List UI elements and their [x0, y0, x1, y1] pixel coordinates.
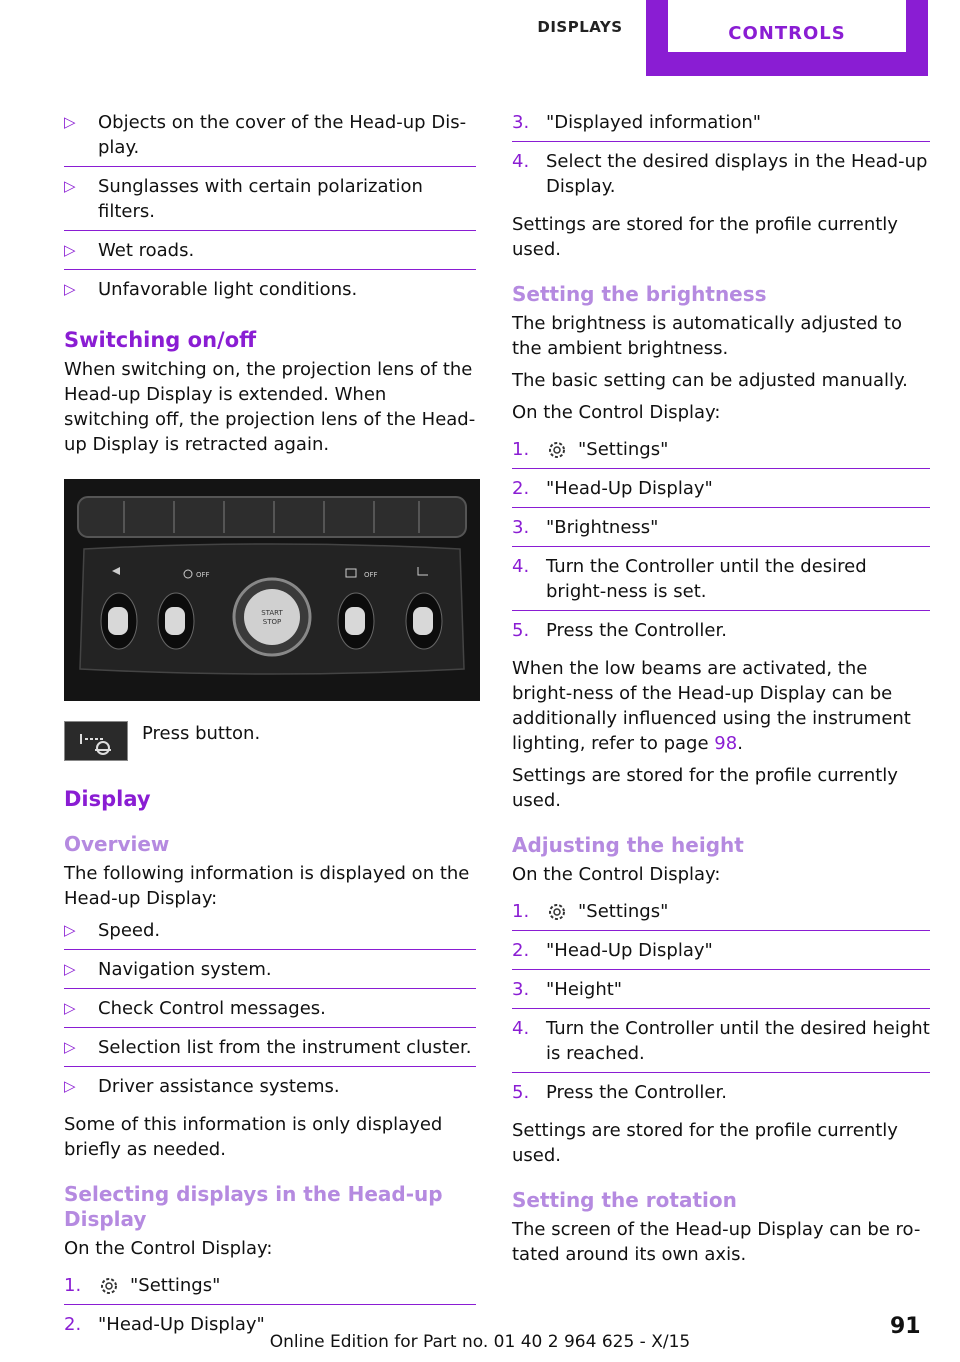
running-header-section: DISPLAYS [537, 18, 623, 36]
footer-edition: Online Edition for Part no. 01 40 2 964 625 - X/15 [269, 1332, 691, 1352]
settings-gear-icon [546, 439, 568, 461]
switch-panel-illustration [64, 479, 480, 701]
list-item: 1. "Settings" [64, 1273, 476, 1305]
triangle-bullet-icon: ▷ [64, 960, 76, 978]
settings-gear-icon [98, 1275, 120, 1297]
heading-display: Display [64, 787, 151, 811]
hud-button-row [64, 721, 476, 761]
list-item: 3. "Height" [512, 977, 930, 1009]
settings-gear-icon [546, 901, 568, 923]
list-item: 2. "Head-Up Display" [512, 476, 930, 508]
right-column [512, 110, 930, 1274]
paragraph-rotation: The screen of the Head-up Display can be ro-tated around its own axis. [512, 1219, 921, 1265]
triangle-bullet-icon: ▷ [64, 241, 76, 259]
paragraph-overview-note: Some of this information is only displayed briefly as needed. [64, 1114, 443, 1160]
heading-overview: Overview [64, 832, 170, 856]
list-item: ▷ Objects on the cover of the Head-up Dis-play. [64, 110, 476, 167]
page-number: 91 [890, 1314, 921, 1339]
paragraph-height-intro: On the Control Display: [512, 864, 721, 885]
page-reference-link[interactable]: 98 [714, 733, 738, 754]
press-button-text: Press button. [142, 723, 261, 744]
paragraph-brightness-manual: The basic setting can be adjusted manually. [512, 370, 908, 391]
off-label: OFF [196, 571, 210, 579]
heading-brightness: Setting the brightness [512, 282, 767, 306]
paragraph-selecting-intro: On the Control Display: [64, 1238, 273, 1259]
list-item: ▷ Driver assistance systems. [64, 1076, 340, 1097]
start-stop-label: STOP [262, 618, 282, 626]
list-item: ▷ Navigation system. [64, 957, 476, 989]
list-item: 5. Press the Controller. [512, 620, 727, 641]
paragraph-brightness-intro: On the Control Display: [512, 402, 721, 423]
triangle-bullet-icon: ▷ [64, 177, 76, 195]
list-item: 4. Turn the Controller until the desired bright-ness is set. [512, 554, 930, 611]
start-stop-label: START [261, 609, 283, 617]
list-item: 5. Press the Controller. [512, 1082, 727, 1103]
hud-button-icon [64, 721, 128, 761]
list-item: ▷ Unfavorable light conditions. [64, 279, 358, 300]
left-column [64, 110, 476, 1350]
paragraph-brightness: The brightness is automatically adjusted to the ambient brightness. [512, 313, 903, 359]
heading-height: Adjusting the height [512, 833, 744, 857]
list-item: 2. "Head-Up Display" [512, 938, 930, 970]
paragraph-switching: When switching on, the projection lens of the Head-up Display is extended. When switching off, the projection lens of the Head-up Display is retracted again. [64, 359, 476, 455]
heading-switching: Switching on/off [64, 328, 257, 352]
list-item: 1. "Settings" [512, 899, 930, 931]
list-item: ▷ Speed. [64, 918, 476, 950]
list-item: 3. "Brightness" [512, 515, 930, 547]
paragraph-overview: The following information is displayed on the Head-up Display: [64, 863, 470, 909]
triangle-bullet-icon: ▷ [64, 1077, 76, 1095]
list-item: 2. "Head-Up Display" [64, 1314, 265, 1335]
list-item: ▷ Selection list from the instrument cluster. [64, 1035, 476, 1067]
chapter-tab [646, 0, 928, 76]
list-item: 4. Select the desired displays in the Head-up Display. [512, 151, 928, 197]
paragraph-settings-stored: Settings are stored for the profile currently used. [512, 214, 898, 260]
off-label: OFF [364, 571, 378, 579]
triangle-bullet-icon: ▷ [64, 113, 76, 131]
list-item: ▷ Sunglasses with certain polarization filters. [64, 174, 476, 231]
paragraph-low-beams: When the low beams are activated, the bright-ness of the Head-up Display can be additionally influenced using the instrument lighting, refer to page 98. [512, 658, 911, 754]
triangle-bullet-icon: ▷ [64, 921, 76, 939]
heading-selecting: Selecting displays in the Head-up Display [64, 1182, 443, 1231]
chapter-tab-label: CONTROLS [668, 0, 906, 52]
paragraph-settings-stored: Settings are stored for the profile currently used. [512, 765, 898, 811]
triangle-bullet-icon: ▷ [64, 999, 76, 1017]
triangle-bullet-icon: ▷ [64, 280, 76, 298]
list-item: 3. "Displayed information" [512, 110, 930, 142]
dashboard-switches-photo [64, 479, 480, 701]
list-item: ▷ Check Control messages. [64, 996, 476, 1028]
list-item: ▷ Wet roads. [64, 238, 476, 270]
paragraph-settings-stored: Settings are stored for the profile currently used. [512, 1120, 898, 1166]
triangle-bullet-icon: ▷ [64, 1038, 76, 1056]
list-item: 4. Turn the Controller until the desired height is reached. [512, 1016, 930, 1073]
heading-rotation: Setting the rotation [512, 1188, 737, 1212]
list-item: 1. "Settings" [512, 437, 930, 469]
